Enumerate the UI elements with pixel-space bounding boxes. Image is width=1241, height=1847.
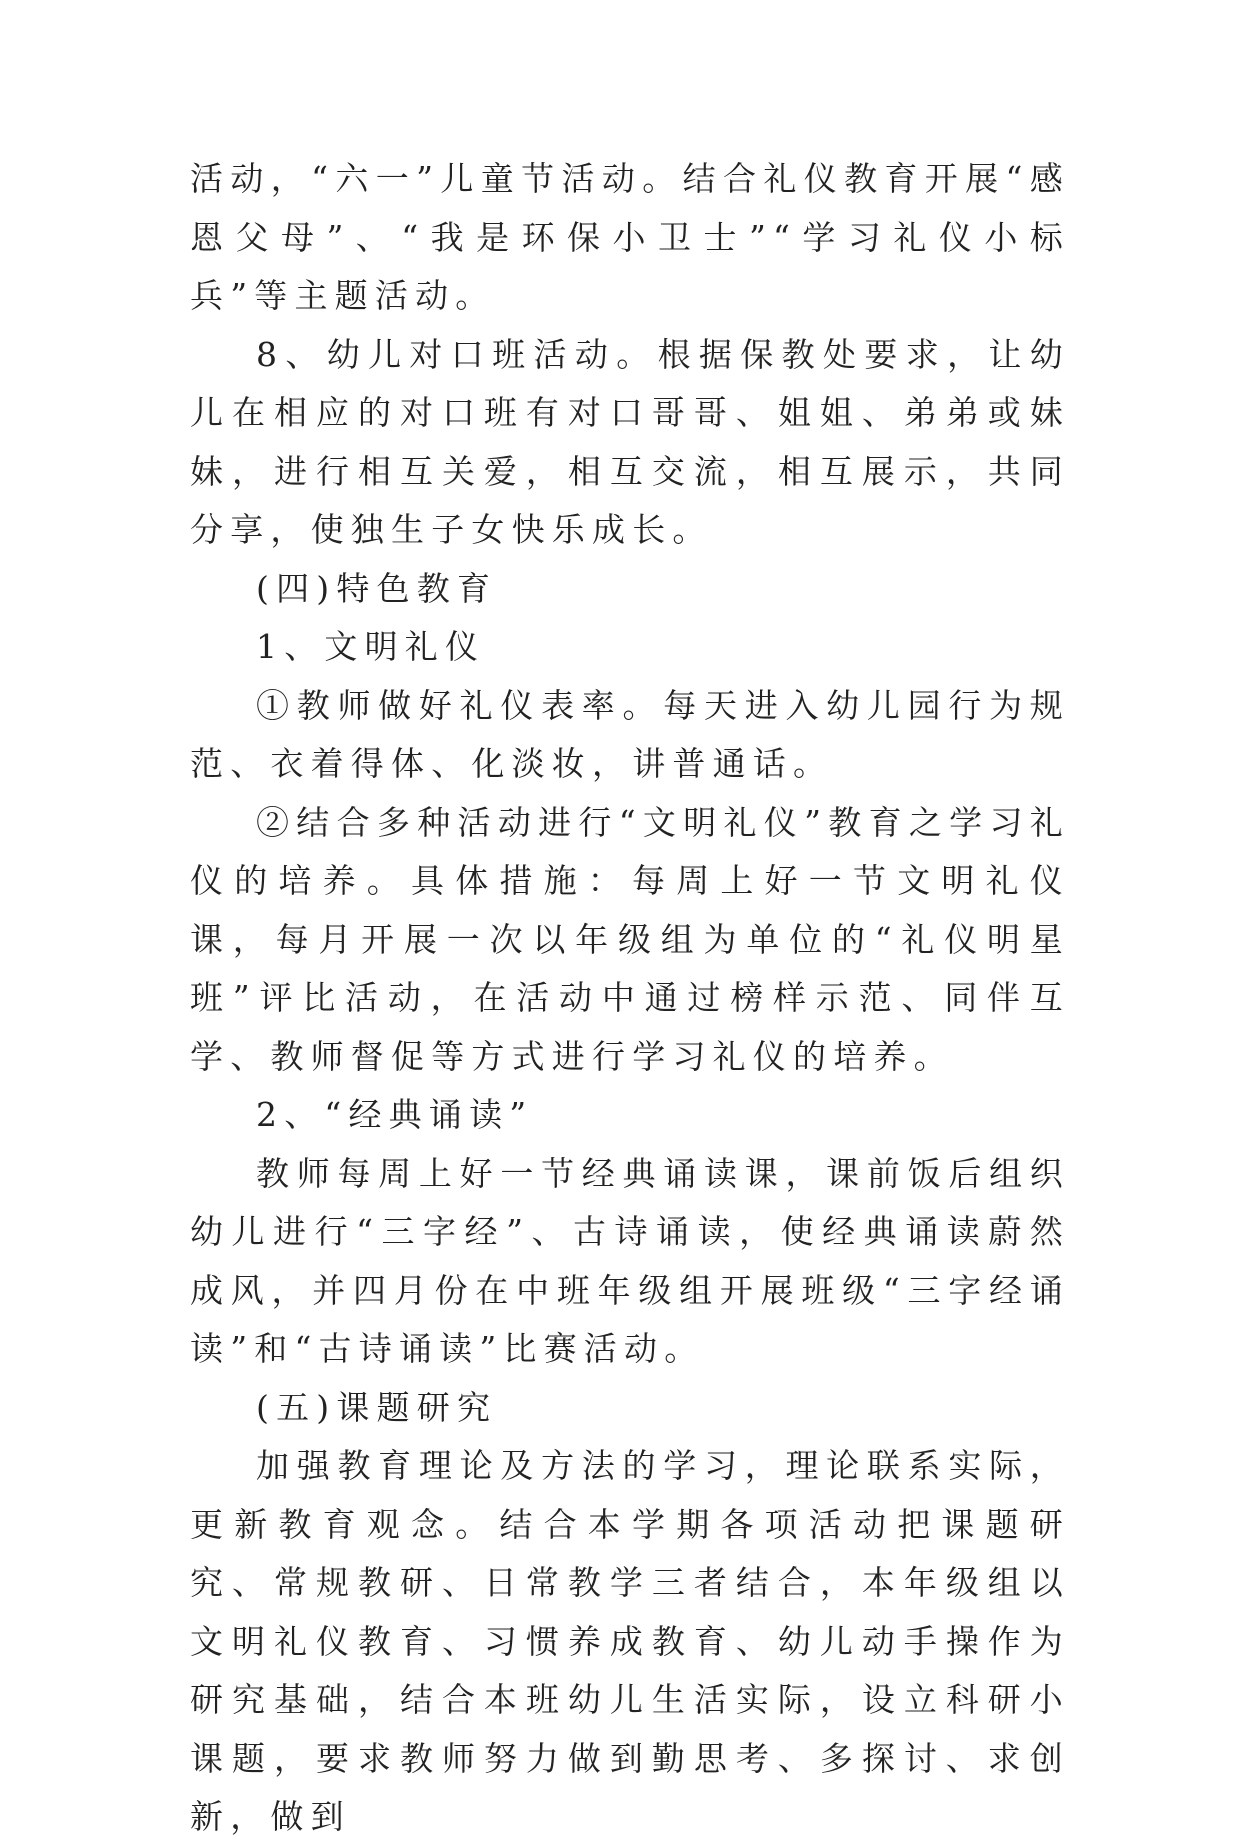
section-heading-special-education: (四)特色教育 <box>256 568 498 608</box>
subheading-civility-etiquette: 1、文明礼仪 <box>256 627 486 666</box>
section-heading-research: (五)课题研究 <box>256 1387 498 1427</box>
document-body <box>190 150 1070 1847</box>
paragraph-classic-reading: 教师每周上好一节经典诵读课，课前饭后组织幼儿进行“三字经”、古诗诵读，使经典诵读蔚然成风，并四月份在中班年级组开展班级“三字经诵读”和“古诗诵读”比赛活动。 <box>190 1153 1070 1368</box>
paragraph-activities-continued: 活动，“六一”儿童节活动。结合礼仪教育开展“感恩父母”、“我是环保小卫士”“学习礼仪小标兵”等主题活动。 <box>190 159 1070 315</box>
paragraph-research: 加强教育理论及方法的学习，理论联系实际，更新教育观念。结合本学期各项活动把课题研究、常规教研、日常教学三者结合，本年级组以文明礼仪教育、习惯养成教育、幼儿动手操作为研究基础，结合本班幼儿生活实际，设立科研小课题，要求教师努力做到勤思考、多探讨、求创新，做到 <box>190 1446 1070 1836</box>
paragraph-teacher-role-model: ①教师做好礼仪表率。每天进入幼儿园行为规范、衣着得体、化淡妆，讲普通话。 <box>190 685 1070 783</box>
subheading-classic-reading: 2、“经典诵读” <box>256 1095 534 1134</box>
paragraph-paired-class-activity: 8、幼儿对口班活动。根据保教处要求，让幼儿在相应的对口班有对口哥哥、姐姐、弟弟或妹妹，进行相互关爱，相互交流，相互展示，共同分享，使独生子女快乐成长。 <box>190 334 1070 549</box>
paragraph-etiquette-measures: ②结合多种活动进行“文明礼仪”教育之学习礼仪的培养。具体措施：每周上好一节文明礼仪课，每月开展一次以年级组为单位的“礼仪明星班”评比活动，在活动中通过榜样示范、同伴互学、教师督促等方式进行学习礼仪的培养。 <box>190 802 1070 1076</box>
